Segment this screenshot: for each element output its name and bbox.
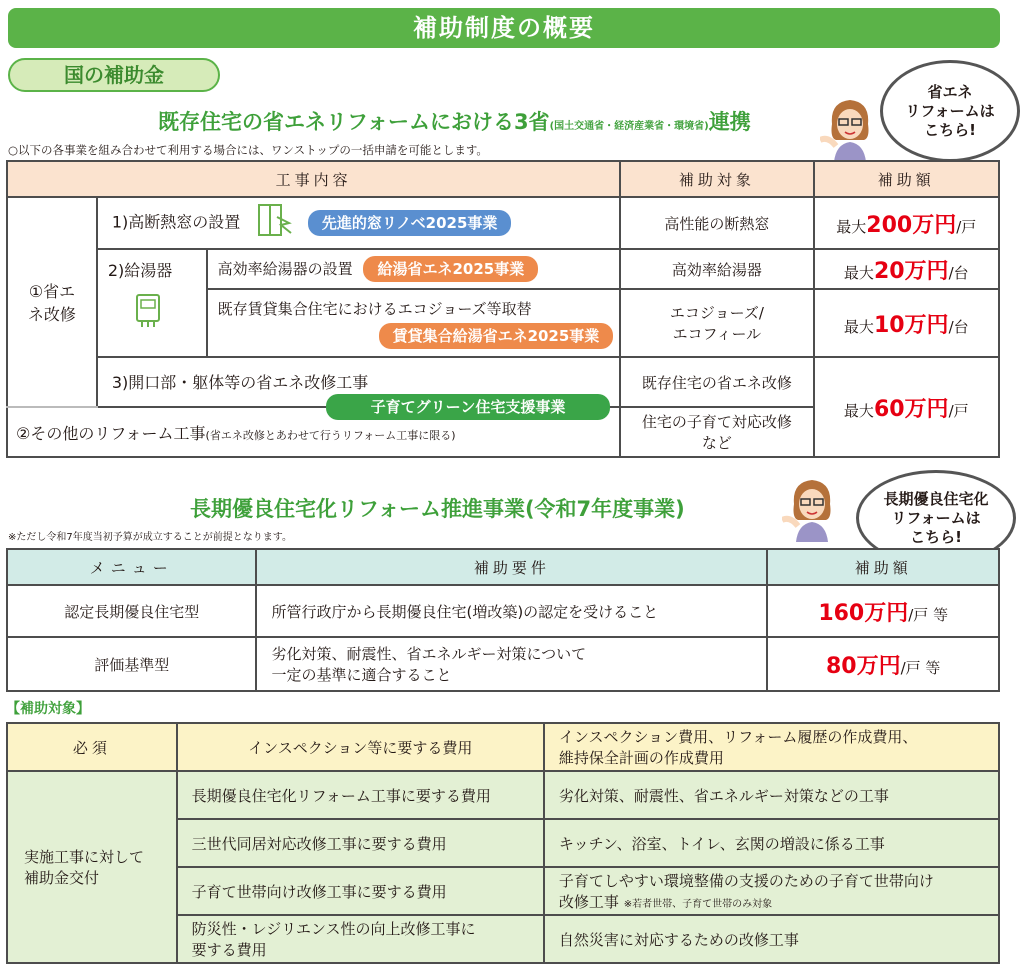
target-opening: 既存住宅の省エネ改修 [620, 357, 813, 407]
header-work: 工事内容 [7, 161, 620, 197]
header-amount: 補助額 [814, 161, 999, 197]
header-target: 補助対象 [620, 161, 813, 197]
target-window: 高性能の断熱窓 [620, 197, 813, 249]
header-amount-2: 補助額 [767, 549, 999, 585]
advisor-character-1 [820, 94, 880, 164]
header-requirement: 補助要件 [256, 549, 767, 585]
desc-three-gen: キッチン、浴室、トイレ、玄関の増設に係る工事 [544, 819, 999, 867]
required-desc: インスペクション費用、リフォーム履歴の作成費用、 維持保全計画の作成費用 [544, 723, 999, 771]
amount-certified: 160万円/戸 等 [767, 585, 999, 637]
desc-childcare: 子育てしやすい環境整備の支援のための子育て世帯向け 改修工事 ※若者世帯、子育て世帯のみ対象 [544, 867, 999, 915]
amount-evaluation: 80万円/戸 等 [767, 637, 999, 691]
program-rental-hot-water: 賃貸集合給湯省エネ2025事業 [379, 323, 614, 349]
cost-long-term: 長期優良住宅化リフォーム工事に要する費用 [177, 771, 544, 819]
water-heater-icon [134, 293, 206, 333]
header-menu: メニュー [7, 549, 256, 585]
program-window-renovation: 先進的窓リノベ2025事業 [308, 210, 512, 236]
row-rental-ecojoz: 既存賃貸集合住宅におけるエコジョーズ等取替 賃貸集合給湯省エネ2025事業 [207, 289, 621, 357]
program-childcare-green: 子育てグリーン住宅支援事業 [326, 394, 610, 420]
row-water-heater: 2)給湯器 [97, 249, 207, 357]
required-label: 必須 [7, 723, 177, 771]
section2-title: 長期優良住宅化リフォーム推進事業(令和7年度事業) [190, 497, 685, 521]
target-ecojoz: エコジョーズ/ エコフィール [620, 289, 813, 357]
section2-note: ※ただし令和7年度当初予算が成立することが前提となります。 [8, 532, 292, 543]
cost-childcare: 子育て世帯向け改修工事に要する費用 [177, 867, 544, 915]
subsidy-target-label: 【補助対象】 [6, 701, 90, 717]
desc-disaster: 自然災害に対応するための改修工事 [544, 915, 999, 963]
speech-bubble-1: 省エネ リフォームは こちら! [880, 60, 1020, 162]
row-other-reform: ②その他のリフォーム工事(省エネ改修とあわせて行うリフォーム工事に限る) [7, 407, 620, 457]
amount-heater: 最大20万円/台 [814, 249, 999, 289]
group-implementation: 実施工事に対して 補助金交付 [7, 771, 177, 963]
section1-note: ○以下の各事業を組み合わせて利用する場合には、ワンストップの一括申請を可能とします。 [8, 143, 488, 157]
target-childcare: 住宅の子育て対応改修 など [620, 407, 813, 457]
amount-window: 最大200万円/戸 [814, 197, 999, 249]
req-evaluation: 劣化対策、耐震性、省エネルギー対策について 一定の基準に適合すること [256, 637, 767, 691]
desc-long-term: 劣化対策、耐震性、省エネルギー対策などの工事 [544, 771, 999, 819]
section1-title: 既存住宅の省エネリフォームにおける3省(国土交通省・経済産業省・環境省)連携 [158, 110, 751, 134]
row-efficient-heater: 高効率給湯器の設置 給湯省エネ2025事業 [207, 249, 621, 289]
required-cost: インスペクション等に要する費用 [177, 723, 544, 771]
group-energy: ①省エネ改修 [7, 197, 97, 407]
program-hot-water: 給湯省エネ2025事業 [363, 256, 538, 282]
window-icon [255, 203, 295, 243]
menu-evaluation: 評価基準型 [7, 637, 256, 691]
row-opening: 3)開口部・躯体等の省エネ改修工事 [97, 357, 620, 407]
target-heater: 高効率給湯器 [620, 249, 813, 289]
cost-three-gen: 三世代同居対応改修工事に要する費用 [177, 819, 544, 867]
req-certified: 所管行政庁から長期優良住宅(増改築)の認定を受けること [256, 585, 767, 637]
cost-disaster: 防災性・レジリエンス性の向上改修工事に 要する費用 [177, 915, 544, 963]
amount-ecojoz: 最大10万円/台 [814, 289, 999, 357]
long-term-housing-table [6, 548, 1000, 692]
subsidy-target-table [6, 722, 1000, 964]
speech-bubble-2: 長期優良住宅化 リフォームは こちら! [856, 470, 1016, 566]
amount-opening: 最大60万円/戸 [814, 357, 999, 457]
row-window: 1)高断熱窓の設置 先進的窓リノベ2025事業 [97, 197, 620, 249]
national-subsidy-tab: 国の補助金 [8, 58, 220, 92]
page-banner: 補助制度の概要 [8, 8, 1000, 48]
advisor-character-2 [782, 474, 842, 544]
menu-certified: 認定長期優良住宅型 [7, 585, 256, 637]
